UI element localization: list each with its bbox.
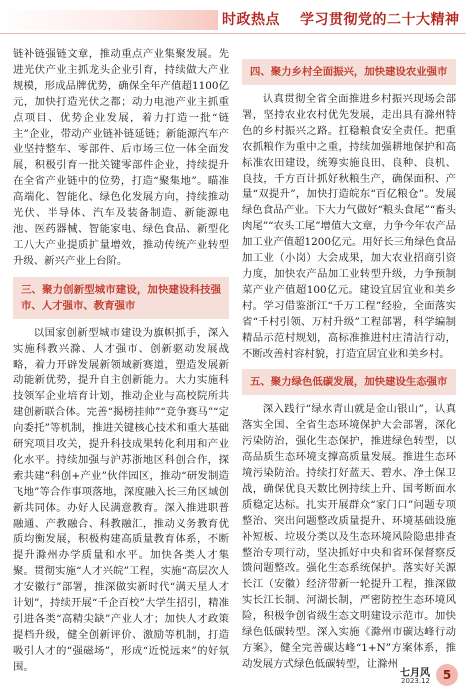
section-heading-3: 三、聚力创新型城市建设，加快建设科技强市、人才强市、教育强市: [13, 277, 229, 319]
page-number: 5: [436, 664, 458, 686]
paragraph: 链补链强链文章，推动重点产业集聚发展。先进光伏产业主抓龙头企业引育，持续做大产业规模，形成品牌优势，确保全年产值超1100亿元，加快打造光伏之都；动力电池产业主抓重点项目、优势企业发展，着力打造一批“链主”企业，带动产业链补链延链；新能源汽车产业坚持整车、零部件、后市场三位一体全面发展，积极引育一批关键零部件企业，持续提升在全省产业链中的位势，打造“聚集地”。瞄准高端化、智能化、绿色化发展方向，持续推动光伏、半导体、汽车及装备制造、新能源电池、医药器械、智能家电、绿色食品、新型化工八大产业提质扩量增效，推动传统产业转型升级、新兴产业上台阶。: [13, 48, 229, 267]
page-header: [0, 0, 466, 40]
page-footer: [378, 664, 458, 690]
paragraph: 认真贯彻全省全面推进乡村振兴现场会部署，坚持农业农村优先发展，走出具有滁州特色的乡村振兴之路。扛稳粮食安全责任。把重农抓粮作为重中之重，持续加强耕地保护和高标准农田建设，统筹实施良田、良种、良机、良技，千方百计抓好秋粮生产，确保面积、产量“双提升”，加快打造皖东“百亿粮仓”。发展绿色食品产业。下大力气做好“粮头食尾”“畜头肉尾”“农头工尾”增值大文章，力争今年农产品加工业产值超1200亿元。用好长三角绿色食品加工业（小岗）大会成果，加大农业招商引资力度，加快农产品加工业转型升级，力争预制菜产业产值超100亿元。建设宜居宜业和美乡村。学习借鉴浙江“千万工程”经验，全面落实省“千村引领、万村升级”工程部署，科学编制精品示范村规划，高标准推进村庄清洁行动，不断改善村容村貌，打造宜居宜业和美乡村。: [242, 93, 456, 360]
header-divider: [0, 33, 466, 34]
header-decoration-bar: [0, 10, 218, 30]
section-heading-5: 五、聚力绿色低碳发展，加快建设生态强市: [242, 369, 456, 395]
left-column: [13, 47, 229, 676]
paragraph: 深入践行“绿水青山就是金山银山”，认真落实全国、全省生态环境保护大会部署，深化污染防治，强化生态保护，推进绿色转型，以高品质生态环境支撑高质量发展。推进生态环境污染防治。持续打好蓝天、碧水、净土保卫战，确保优良天数比例持续上升、国考断面水质稳定达标。扎实开展群众“家门口”问题专项整治、突出问题整改质量提升、环境基础设施补短板、垃圾分类以及生态环境风险隐患排查整治专项行动，坚决抓好中央和省环保督察反馈问题整改。强化生态系统保护。落实好关源长江（安徽）经济带新一轮提升工程，推深做实长江长制、河湖长制，严密防控生态环境风险，积极争创省级生态文明建设示范市。加快绿色低碳转型。深入实施《滁州市碳达峰行动方案》，健全完善碳达峰“1+N”方案体系，推动发展方式绿色低碳转型，让滁州: [242, 403, 456, 670]
right-column: [242, 47, 456, 673]
issue-date: 2023.12: [401, 677, 430, 685]
section-tag: 时政热点: [222, 12, 280, 28]
section-heading-4: 四、聚力乡村全面振兴，加快建设农业强市: [242, 59, 456, 85]
column-title: 学习贯彻党的二十大精神: [300, 12, 460, 28]
paragraph: 以国家创新型城市建设为旗帜抓手，深入实施科教兴滁、人才强市、创新驱动发展战略，着力开辟发展新领域新赛道，塑造发展新动能新优势，提升自主创新能力。大力实施科技领军企业培育计划，推动企业与高校院所共建创新联合体。完善“揭榜挂帅”“竞争赛马”“定向委托”等机制，推进关键核心技术和重大基础研究项目攻关，提升科技成果转化利用和产业化水平。持续加强与沪苏浙地区科创合作，探索共建“科创+产业”伙伴园区，推动“研发制造飞地”等合作事项落地，深度融入长三角区域创新共同体。办好人民满意教育。深入推进职普融通、产教融合、科教融汇，推动义务教育优质均衡发展，积极构建高质量教育体系，不断提升滁州办学质量和水平。加快各类人才集聚。贯彻实施“人才兴皖”工程，实施“高层次人才安徽行”部署，推深做实新时代“满天星人才计划”，持续开展“千企百校”大学生招引，精准引进各类“高精尖缺”产业人才；加快人才政策提档升级，健全创新评价、激励等机制，打造吸引人才的“强磁场”，形成“近悦远来”的好氛围。: [13, 326, 229, 673]
magazine-name: 七月风: [400, 668, 430, 679]
